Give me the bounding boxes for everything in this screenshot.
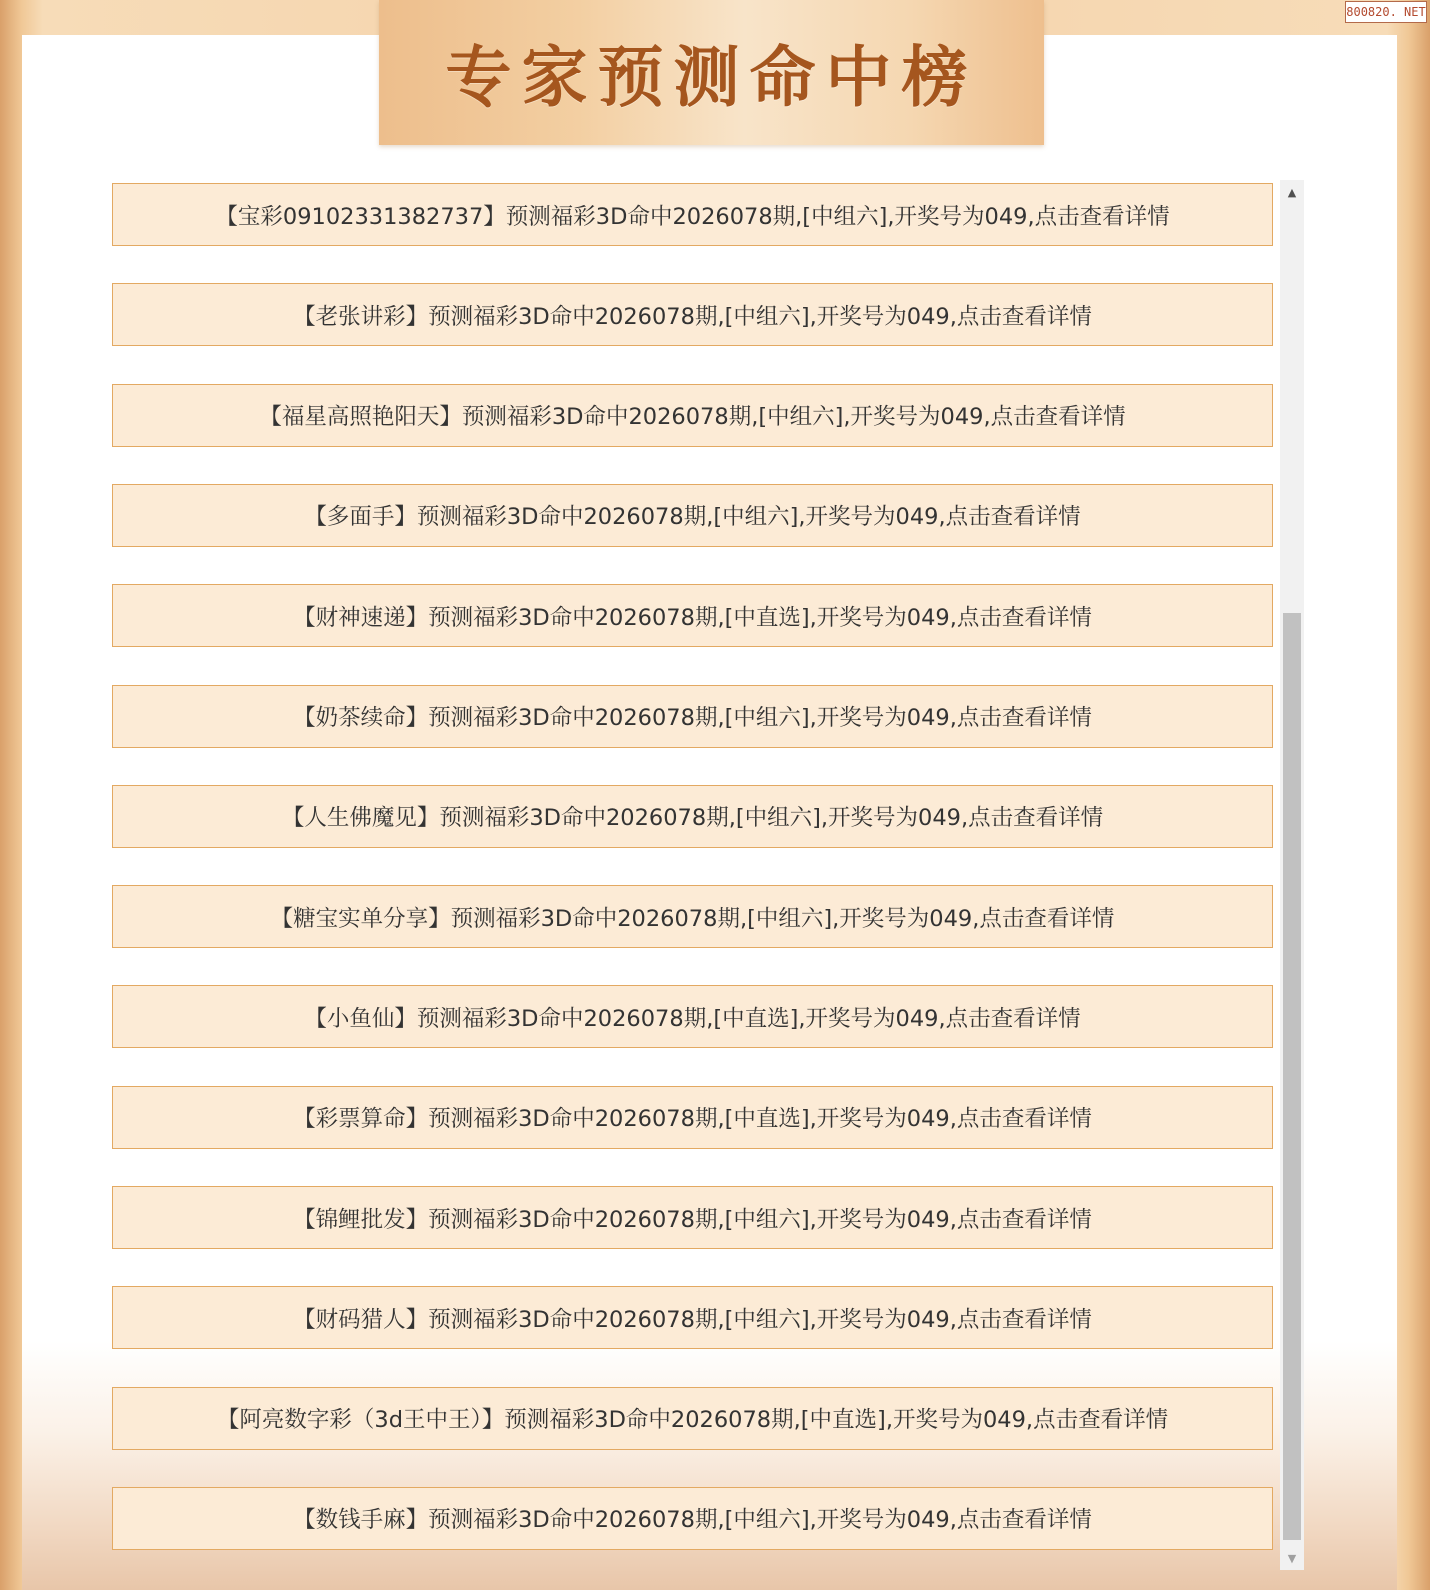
scroll-thumb[interactable]	[1283, 613, 1301, 1540]
list-item[interactable]: 【多面手】预测福彩3D命中2026078期,[中组六],开奖号为049,点击查看详情	[112, 484, 1273, 547]
scroll-down-arrow-icon[interactable]: ▼	[1287, 1551, 1297, 1565]
list-item[interactable]: 【数钱手麻】预测福彩3D命中2026078期,[中组六],开奖号为049,点击查看详情	[112, 1487, 1273, 1550]
site-badge: 800820. NET	[1345, 1, 1427, 23]
title-banner	[379, 0, 1044, 145]
list-item[interactable]: 【宝彩09102331382737】预测福彩3D命中2026078期,[中组六],开奖号为049,点击查看详情	[112, 183, 1273, 246]
list-item[interactable]: 【人生佛魔见】预测福彩3D命中2026078期,[中组六],开奖号为049,点击查看详情	[112, 785, 1273, 848]
list-item[interactable]: 【奶茶续命】预测福彩3D命中2026078期,[中组六],开奖号为049,点击查看详情	[112, 685, 1273, 748]
list-item[interactable]: 【老张讲彩】预测福彩3D命中2026078期,[中组六],开奖号为049,点击查看详情	[112, 283, 1273, 346]
vertical-scrollbar[interactable]	[1280, 180, 1304, 1570]
list-item[interactable]: 【糖宝实单分享】预测福彩3D命中2026078期,[中组六],开奖号为049,点击查看详情	[112, 885, 1273, 948]
list-item[interactable]: 【财神速递】预测福彩3D命中2026078期,[中直选],开奖号为049,点击查看详情	[112, 584, 1273, 647]
page-title: 专家预测命中榜	[445, 39, 978, 116]
scroll-up-arrow-icon[interactable]: ▲	[1287, 185, 1297, 199]
list-item[interactable]: 【福星高照艳阳天】预测福彩3D命中2026078期,[中组六],开奖号为049,点击查看详情	[112, 384, 1273, 447]
list-item[interactable]: 【小鱼仙】预测福彩3D命中2026078期,[中直选],开奖号为049,点击查看详情	[112, 985, 1273, 1048]
list-item[interactable]: 【阿亮数字彩（3d王中王）】预测福彩3D命中2026078期,[中直选],开奖号为049,点击查看详情	[112, 1387, 1273, 1450]
list-item[interactable]: 【彩票算命】预测福彩3D命中2026078期,[中直选],开奖号为049,点击查看详情	[112, 1086, 1273, 1149]
list-item[interactable]: 【锦鲤批发】预测福彩3D命中2026078期,[中组六],开奖号为049,点击查看详情	[112, 1186, 1273, 1249]
list-item[interactable]: 【财码猎人】预测福彩3D命中2026078期,[中组六],开奖号为049,点击查看详情	[112, 1286, 1273, 1349]
